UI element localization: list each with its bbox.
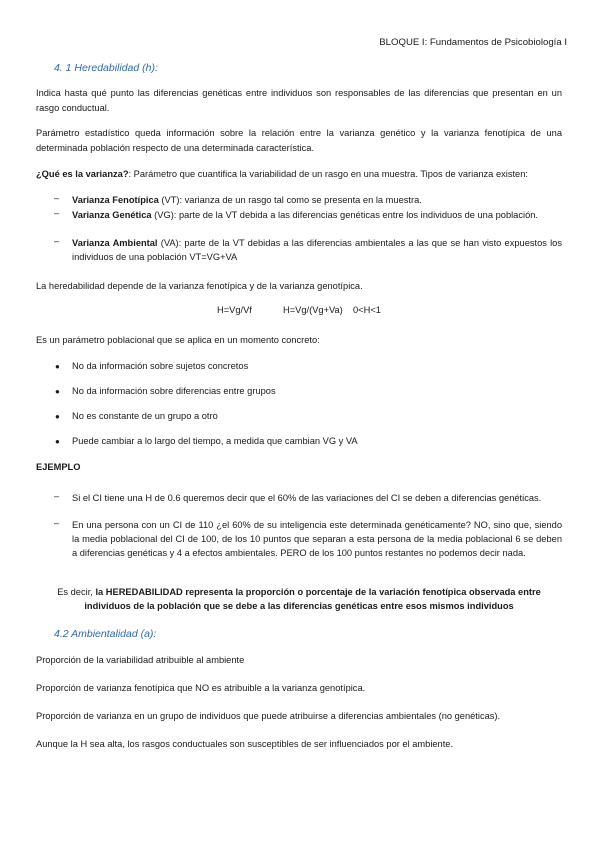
dash-marker: –: [54, 518, 60, 528]
bullet-dot: ●: [55, 412, 60, 421]
varianza-desc: (VA): parte de la VT debidas a las diferencias ambientales a las que se han visto expuestos los individuos de una población VT=VG+VA: [72, 238, 562, 262]
summary-pre: Es decir,: [57, 587, 96, 597]
summary-paragraph: [36, 585, 562, 613]
varianza-item: [72, 236, 562, 264]
bullet-dot: ●: [55, 362, 60, 371]
summary-main: la HEREDABILIDAD representa la proporción o porcentaje de la variación fenotípica observada entre individuos de la población que se debe a las diferencias genéticas entre esos mismos individuos: [84, 587, 541, 611]
varianza-question-rest: : Parámetro que cuantifica la variabilidad de un rasgo en una muestra. Tipos de varianza existen:: [128, 169, 528, 179]
bullet-dot: ●: [55, 387, 60, 396]
dash-marker: –: [54, 208, 60, 218]
bullet-item: No da información sobre diferencias entre grupos: [72, 386, 276, 396]
bullet-item: Puede cambiar a lo largo del tiempo, a medida que cambian VG y VA: [72, 436, 358, 446]
formula-range: 0<H<1: [353, 305, 381, 315]
param-paragraph: Parámetro estadístico queda información sobre la relación entre la varianza genético y la varianza fenotípica de una determinada población respecto de una determinada característica.: [36, 128, 562, 153]
section-heading-ambientalidad: 4.2 Ambientalidad (a):: [54, 628, 157, 640]
varianza-desc: (VT): varianza de un rasgo tal como se presenta en la muestra.: [158, 195, 422, 205]
varianza-question-bold: ¿Qué es la varianza?: [36, 169, 129, 179]
page-header: BLOQUE I: Fundamentos de Psicobiología I: [379, 37, 567, 48]
ambiente-line: Proporción de varianza fenotípica que NO es atribuible a la varianza genotípica.: [36, 683, 366, 693]
formula-h-vg-vgva: H=Vg/(Vg+Va): [283, 305, 343, 315]
formula-h-vg-vf: H=Vg/Vf: [217, 305, 252, 315]
section-heading-heredabilidad: 4. 1 Heredabilidad (h):: [54, 62, 158, 74]
varianza-question: [36, 167, 562, 182]
poblacional-paragraph: Es un parámetro poblacional que se aplica en un momento concreto:: [36, 335, 320, 345]
intro-paragraph: Indica hasta qué punto las diferencias genéticas entre individuos son responsables de las diferencias que presentan en un rasgo conductual.: [36, 88, 562, 113]
varianza-desc: (VG): parte de la VT debida a las diferencias genéticas entre los individuos de una población.: [151, 210, 538, 220]
ambiente-line: Aunque la H sea alta, los rasgos conductuales son susceptibles de ser influenciados por el ambiente.: [36, 739, 454, 749]
depends-paragraph: La heredabilidad depende de la varianza fenotípica y de la varianza genotípica.: [36, 281, 363, 291]
dash-marker: –: [54, 236, 60, 246]
bullet-item: No da información sobre sujetos concretos: [72, 361, 249, 371]
varianza-term: Varianza Ambiental: [72, 238, 158, 248]
ejemplo-label: EJEMPLO: [36, 462, 81, 472]
ambiente-line: Proporción de varianza en un grupo de individuos que puede atribuirse a diferencias ambientales (no genéticas).: [36, 711, 501, 721]
ejemplo-item: Si el CI tiene una H de 0.6 queremos decir que el 60% de las variaciones del CI se deben a diferencias genéticas.: [72, 493, 542, 503]
ejemplo-item: En una persona con un CI de 110 ¿el 60% de su inteligencia este determinada genéticamente? NO, sino que, siendo la media poblacional del CI de 100, de los 10 puntos que separan a esta persona de la media poblacional 6 se deben a diferencias genéticas y 4 a efectos ambientales. PERO de los 100 puntos restantes no podemos decir nada.: [72, 520, 562, 558]
varianza-item: [72, 208, 562, 222]
varianza-item: [72, 193, 562, 207]
varianza-term: Varianza Fenotípica: [72, 195, 159, 205]
ambiente-line: Proporción de la variabilidad atribuible al ambiente: [36, 655, 245, 665]
bullet-item: No es constante de un grupo a otro: [72, 411, 218, 421]
bullet-dot: ●: [55, 437, 60, 446]
dash-marker: –: [54, 193, 60, 203]
varianza-term: Varianza Genética: [72, 210, 152, 220]
dash-marker: –: [54, 491, 60, 501]
